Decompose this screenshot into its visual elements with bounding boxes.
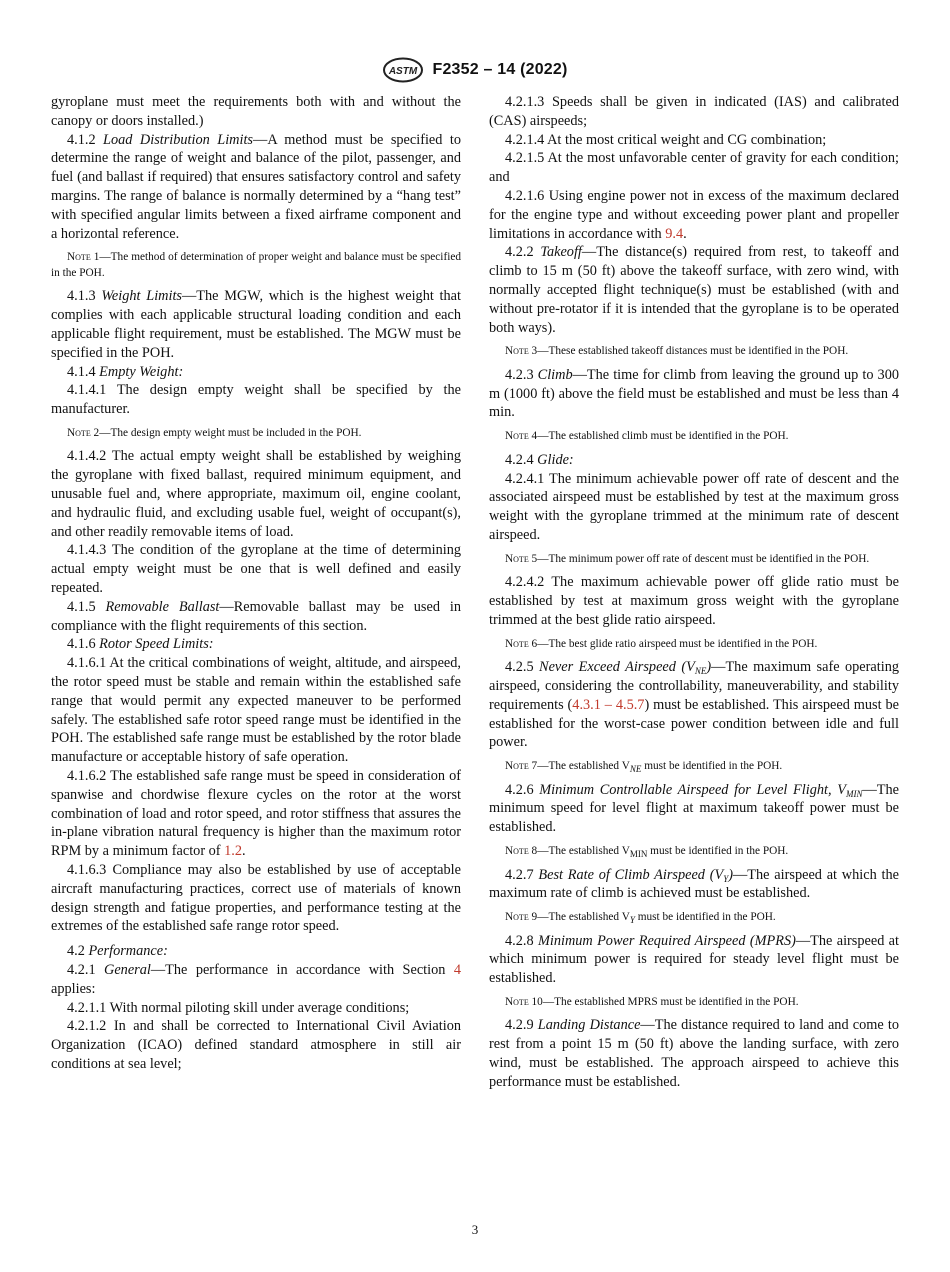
svg-text:ASTM: ASTM <box>389 66 418 77</box>
section-4-1-6-2: 4.1.6.2 The established safe range must be speed in consideration of spanwise and chordwise flexure cycles on the rotor at the worst combination of load and rotor speed, and rotor stiffness that assures the in-plane vibration natural frequency is higher than the maximum rotor RPM by a minimum factor of 1.2. <box>51 768 461 860</box>
section-4-2-2: 4.2.2 Takeoff—The distance(s) required from rest, to takeoff and climb to 15 m (50 ft) above the takeoff surface, with zero wind, with normally accepted flight technique(s) must be established (with and without pre-rotator if it is intended that the gyroplane is to be operated both ways). <box>489 244 899 336</box>
section-4-1-6: 4.1.6 Rotor Speed Limits: <box>67 636 214 653</box>
section-4-1-5: 4.1.5 Removable Ballast—Removable ballast may be used in compliance with the flight requirements of this section. <box>51 598 461 634</box>
note-2: Note 2—The design empty weight must be included in the POH. <box>67 426 362 439</box>
section-4-1-4-3: 4.1.4.3 The condition of the gyroplane at the time of determining actual empty weight must be one that is well defined and easily repeated. <box>51 542 461 597</box>
note-10: Note 10—The established MPRS must be identified in the POH. <box>505 995 799 1008</box>
section-4-2-1-3: 4.2.1.3 Speeds shall be given in indicated (IAS) and calibrated (CAS) airspeeds; <box>489 94 899 129</box>
note-8: Note 8—The established $V_{MIN}$ must be identified in the POH. <box>505 845 789 859</box>
reference-link[interactable]: 1.2 <box>224 843 243 860</box>
document-id: F2352 – 14 (2022) <box>432 61 568 78</box>
paragraph: gyroplane must meet the requirements both with and without the canopy or doors installed.) <box>51 94 461 129</box>
section-4-1-6-3: 4.1.6.3 Compliance may also be established by use of acceptable aircraft manufacturing practices, correct use of materials of known design strength and fatigue properties, and performance testing at the extremes of the established safe range rotor speed. <box>51 861 461 935</box>
reference-link[interactable]: 9.4 <box>665 225 684 242</box>
note-7: Note 7—The established $V_{NE}$ must be identified in the POH. <box>505 760 783 775</box>
section-4-2-4: 4.2.4 Glide: <box>505 451 574 468</box>
section-4-2-7: 4.2.7 Best Rate of Climb Airspeed $(V_Y)—The$ airspeed at which the maximum rate of climb is achieved must be established. <box>489 866 899 902</box>
page-header <box>0 56 950 84</box>
section-4-1-6-1: 4.1.6.1 At the critical combinations of weight, altitude, and airspeed, the rotor speed must be stable and remain within the established safe range that would permit any expected maneuver to be performed safely. The established safe rotor speed range must be identified in the POH. The established safe range must be established by the rotor blade manufacture or acceptable history of safe operation. <box>51 655 461 766</box>
section-4-1-4-1: 4.1.4.1 The design empty weight shall be specified by the manufacturer. <box>51 382 461 418</box>
section-4-2-3: 4.2.3 Climb—The time for climb from leaving the ground up to 300 m (1000 ft) above the field must be established and must be less than 4 min. <box>489 366 899 421</box>
reference-link[interactable]: 4 <box>453 961 461 978</box>
note-5: Note 5—The minimum power off rate of descent must be identified in the POH. <box>505 552 870 565</box>
section-4-2-1-5: 4.2.1.5 At the most unfavorable center of gravity for each condition; and <box>489 150 899 186</box>
section-4-2-8: 4.2.8 Minimum Power Required Airspeed (MPRS)—The airspeed at which minimum power is required for steady level flight must be established. <box>489 932 900 987</box>
note-6: Note 6—The best glide ratio airspeed must be identified in the POH. <box>505 637 818 650</box>
reference-link[interactable]: 4.3.1 – 4.5.7 <box>572 696 645 713</box>
section-4-2-9: 4.2.9 Landing Distance—The distance required to land and come to rest from a point 15 m (50 ft) above the landing surface, with zero wind, must be established. The approach airspeed to achieve this performance must be established. <box>489 1017 900 1090</box>
section-4-1-4-2: 4.1.4.2 The actual empty weight shall be established by weighing the gyroplane with fixed ballast, required minimum equipment, and unusable fuel and, where appropriate, maximum oil, engine coolant, and hydraulic fluid, and excluding usable fuel, weight of occupant(s), and other readily removable items of load. <box>51 448 461 540</box>
section-4-2-4-2: 4.2.4.2 The maximum achievable power off glide ratio must be established by test at maximum gross weight with the gyroplane trimmed at the best glide ratio airspeed. <box>489 574 899 628</box>
astm-logo <box>382 57 424 83</box>
left-column <box>51 93 461 1074</box>
section-4-1-2: 4.1.2 Load Distribution Limits—A method must be specified to determine the range of weight and balance of the pilot, passenger, and fuel (and ballast if required) that ensures satisfactory control and safety margins. The range of balance is normally determined by a “hang test” with specified angular limits between a fixed airframe component and a horizontal reference. <box>51 131 461 242</box>
section-4-1-4: 4.1.4 Empty Weight: <box>67 363 184 380</box>
section-4-2-1-2: 4.2.1.2 In and shall be corrected to International Civil Aviation Organization (ICAO) defined standard atmosphere in still air conditions at sea level; <box>51 1018 461 1072</box>
section-4-1-3: 4.1.3 Weight Limits—The MGW, which is the highest weight that complies with each applicable structural loading condition and each applicable flight requirement, must be established. The MGW must be specified in the POH. <box>51 288 461 361</box>
note-3: Note 3—These established takeoff distances must be identified in the POH. <box>505 345 849 358</box>
right-column <box>489 93 899 1092</box>
section-4-2-4-1: 4.2.4.1 The minimum achievable power off rate of descent and the associated airspeed must be established by test at the maximum gross weight with the gyroplane trimmed at the minimum rate of descent airspeed. <box>489 470 899 543</box>
section-4-2-1: 4.2.1 General—The performance in accordance with Section 4 applies: <box>51 961 461 997</box>
note-9: Note 9—The established $V_Y$ must be identified in the POH. <box>505 911 776 926</box>
section-4-2-6: 4.2.6 Minimum Controllable Airspeed for Level Flight, $V_{MIN}—The$ minimum speed for level flight at maximum takeoff power must be established. <box>489 781 899 836</box>
note-4: Note 4—The established climb must be identified in the POH. <box>505 430 789 443</box>
section-4-2-5: 4.2.5 Never Exceed Airspeed $(V_{NE})—The$ maximum safe operating airspeed, considering the controllability, maneuverability, and stability requirements (4.3.1 – 4.5.7) must be established. This airspeed must be established for the worst-case power condition between idle and full power. <box>489 659 899 751</box>
note-1: Note 1—The method of determination of proper weight and balance must be specified in the POH. <box>51 251 462 279</box>
page-number: 3 <box>471 1222 479 1237</box>
section-4-2-1-4: 4.2.1.4 At the most critical weight and CG combination; <box>505 131 827 148</box>
section-4-2-1-6: 4.2.1.6 Using engine power not in excess of the maximum declared for the engine type and without exceeding power plant and propeller limitations in accordance with 9.4. <box>489 187 899 242</box>
section-4-2-1-1: 4.2.1.1 With normal piloting skill under average conditions; <box>67 999 410 1016</box>
section-4-2: 4.2 Performance: <box>67 943 168 960</box>
